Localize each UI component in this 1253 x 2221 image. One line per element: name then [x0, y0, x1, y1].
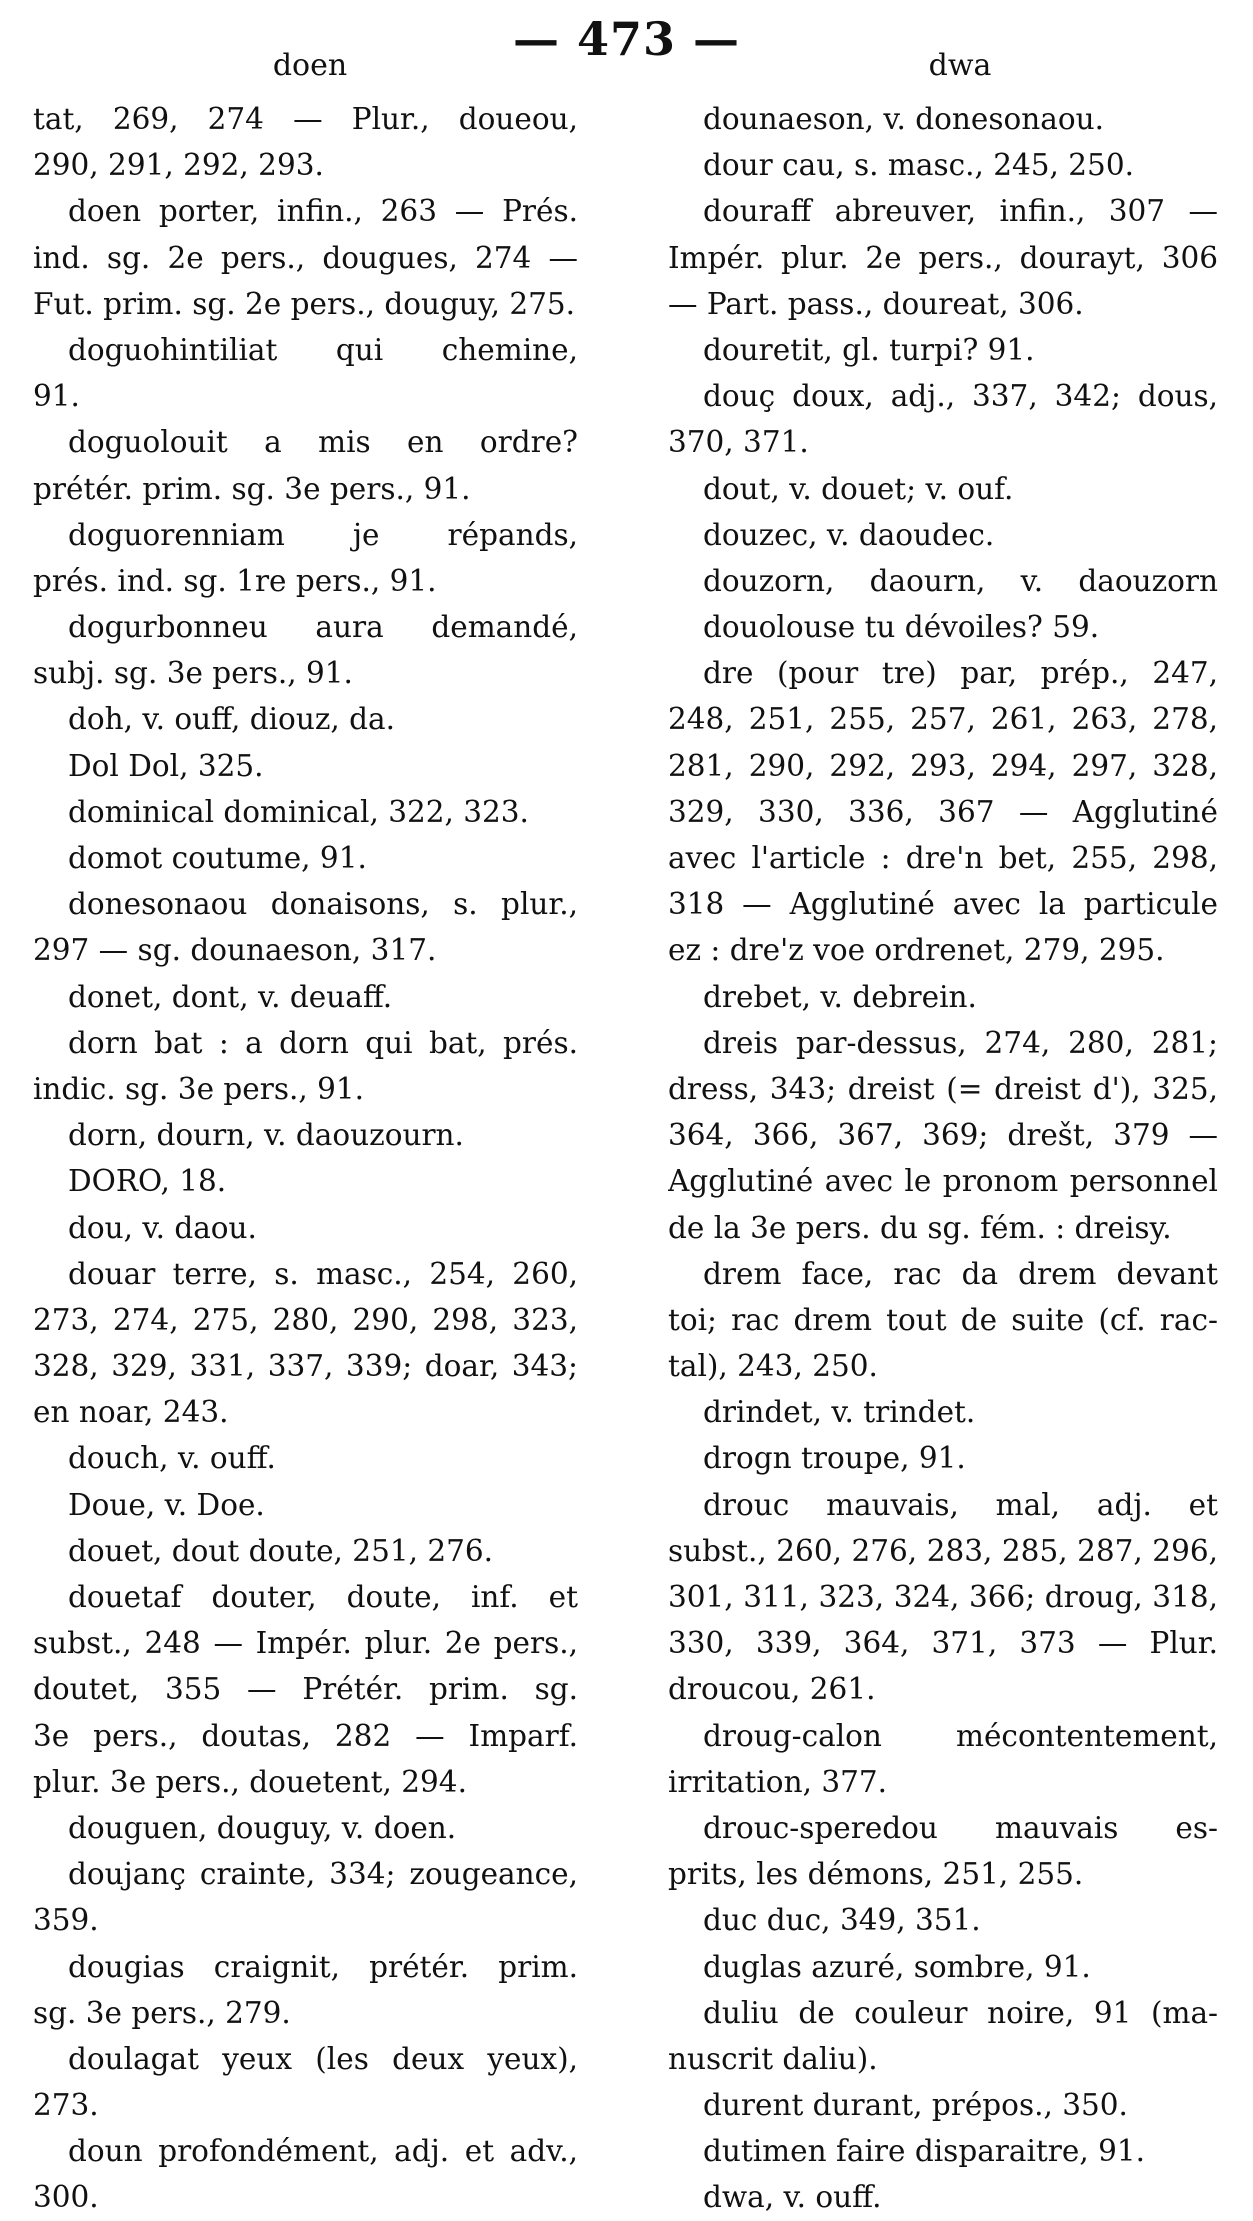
entry-line: 329, 330, 336, 367 — Agglutiné [668, 794, 1218, 829]
entry-line: dress, 343; dreist (= dreist d'), 325, [668, 1071, 1218, 1106]
entry-line: DORO, 18. [68, 1164, 227, 1199]
entry-line: doutet, 355 — Prétér. prim. sg. [33, 1672, 578, 1707]
entry-line: donet, dont, v. deuaff. [68, 979, 393, 1014]
entry-line: douzec, v. daoudec. [703, 517, 995, 552]
entry-line: dominical dominical, 322, 323. [68, 794, 529, 829]
entry-line: 273, 274, 275, 280, 290, 298, 323, [33, 1302, 578, 1337]
entry-line: durent durant, prépos., 350. [703, 2088, 1128, 2123]
entry-line: dogurbonneu aura demandé, [68, 610, 578, 645]
entry-line: 364, 366, 367, 369; drešt, 379 — [668, 1118, 1218, 1153]
entry-line: domot coutume, 91. [68, 841, 367, 875]
right-column [668, 96, 1218, 2221]
entry-line: avec l'article : dre'n bet, 255, 298, [668, 841, 1218, 875]
entry-line: dre (pour tre) par, prép., 247, [703, 656, 1218, 691]
entry-line: en noar, 243. [33, 1395, 229, 1430]
entry-line: 248, 251, 255, 257, 261, 263, 278, [668, 702, 1218, 737]
entry-line: doguohintiliat qui chemine, [68, 332, 578, 367]
entry-line: toi; rac drem tout de suite (cf. rac- [668, 1302, 1218, 1337]
entry-line: dout, v. douet; v. ouf. [703, 471, 1014, 506]
entry-line: doguorenniam je répands, [68, 517, 578, 552]
entry-line: subst., 248 — Impér. plur. 2e pers., [33, 1626, 578, 1661]
page-number: — 473 — [512, 12, 741, 66]
entry-line: dounaeson, v. donesonaou. [703, 102, 1104, 136]
entry-line: subst., 260, 276, 283, 285, 287, 296, [668, 1533, 1218, 1568]
entry-line: droucou, 261. [668, 1672, 876, 1707]
entry-line: doulagat yeux (les deux yeux), [68, 2041, 578, 2076]
running-head-right: dwa [928, 48, 992, 83]
entry-line: drindet, v. trindet. [703, 1395, 976, 1430]
entry-line: tal), 243, 250. [668, 1349, 878, 1384]
entry-line: 91. [33, 379, 80, 414]
entry-line: douguen, douguy, v. doen. [68, 1810, 457, 1845]
entry-line: 297 — sg. dounaeson, 317. [33, 933, 437, 968]
entry-line: doujanç crainte, 334; zougeance, [68, 1857, 578, 1892]
entry-line: drebet, v. debrein. [703, 979, 977, 1014]
entry-line: douolouse tu dévoiles? 59. [703, 610, 1100, 645]
entry-line: douar terre, s. masc., 254, 260, [68, 1256, 578, 1291]
entry-line: indic. sg. 3e pers., 91. [33, 1071, 365, 1106]
entry-line: ind. sg. 2e pers., dougues, 274 — [33, 240, 578, 275]
entry-line: 273. [33, 2088, 99, 2123]
entry-line: douetaf douter, doute, inf. et [68, 1580, 578, 1614]
entry-line: 3e pers., doutas, 282 — Imparf. [33, 1718, 578, 1753]
entry-line: irritation, 377. [668, 1764, 888, 1799]
entry-line: plur. 3e pers., douetent, 294. [33, 1764, 467, 1799]
entry-line: Fut. prim. sg. 2e pers., douguy, 275. [33, 286, 576, 321]
entry-line: 290, 291, 292, 293. [33, 148, 324, 183]
entry-line: nuscrit daliu). [668, 2041, 878, 2076]
entry-line: douç doux, adj., 337, 342; dous, [703, 379, 1218, 414]
entry-line: 300. [33, 2180, 99, 2215]
entry-line: duc duc, 349, 351. [703, 1903, 981, 1938]
entry-line: duglas azuré, sombre, 91. [703, 1949, 1091, 1984]
entry-line: ez : dre'z voe ordrenet, 279, 295. [668, 933, 1165, 968]
entry-line: douch, v. ouff. [68, 1441, 276, 1476]
entry-line: doun profondément, adj. et adv., [68, 2134, 578, 2169]
entry-line: drouc mauvais, mal, adj. et [703, 1487, 1218, 1522]
entry-line: douraff abreuver, infin., 307 — [703, 194, 1218, 229]
entry-line: drogn troupe, 91. [703, 1441, 966, 1476]
entry-line: dorn bat : a dorn qui bat, prés. [68, 1025, 578, 1060]
entry-line: droug-calon mécontentement, [703, 1718, 1218, 1753]
entry-line: 301, 311, 323, 324, 366; droug, 318, [668, 1580, 1218, 1614]
left-column [33, 96, 578, 2221]
entry-line: dour cau, s. masc., 245, 250. [703, 148, 1134, 183]
entry-line: donesonaou donaisons, s. plur., [68, 887, 578, 922]
entry-line: 318 — Agglutiné avec la particule [668, 887, 1218, 922]
entry-line: dougias craignit, prétér. prim. [68, 1949, 578, 1984]
entry-line: douet, dout doute, 251, 276. [68, 1533, 494, 1568]
entry-line: doguolouit a mis en ordre? [68, 425, 578, 460]
running-head-left: doen [272, 48, 348, 83]
entry-line: dutimen faire disparaitre, 91. [703, 2134, 1145, 2169]
entry-line: Doue, v. Doe. [68, 1487, 265, 1522]
entry-line: sg. 3e pers., 279. [33, 1995, 291, 2030]
entry-line: prits, les démons, 251, 255. [668, 1857, 1084, 1892]
entry-line: drouc-speredou mauvais es- [703, 1810, 1218, 1845]
entry-line: tat, 269, 274 — Plur., doueou, [33, 102, 578, 136]
entry-line: 281, 290, 292, 293, 294, 297, 328, [668, 748, 1218, 783]
entry-line: de la 3e pers. du sg. fém. : dreisy. [668, 1210, 1172, 1245]
entry-line: prés. ind. sg. 1re pers., 91. [33, 563, 437, 598]
entry-line: 370, 371. [668, 425, 809, 460]
entry-line: dwa, v. ouff. [703, 2180, 882, 2215]
entry-line: dreis par-dessus, 274, 280, 281; [703, 1025, 1218, 1060]
entry-line: 328, 329, 331, 337, 339; doar, 343; [33, 1349, 578, 1384]
entry-line: 330, 339, 364, 371, 373 — Plur. [668, 1626, 1218, 1661]
entry-line: subj. sg. 3e pers., 91. [33, 656, 353, 691]
entry-line: dorn, dourn, v. daouzourn. [68, 1118, 464, 1153]
entry-line: douzorn, daourn, v. daouzorn [703, 563, 1218, 598]
entry-line: douretit, gl. turpi? 91. [703, 332, 1035, 367]
entry-line: — Part. pass., doureat, 306. [668, 286, 1084, 321]
entry-line: duliu de couleur noire, 91 (ma- [703, 1995, 1218, 2030]
entry-line: dou, v. daou. [68, 1210, 257, 1245]
entry-line: doh, v. ouff, diouz, da. [68, 702, 395, 737]
entry-line: Impér. plur. 2e pers., dourayt, 306 [668, 240, 1218, 275]
entry-line: Agglutiné avec le pronom personnel [668, 1164, 1218, 1199]
entry-line: 359. [33, 1903, 99, 1938]
entry-line: prétér. prim. sg. 3e pers., 91. [33, 471, 471, 506]
entry-line: drem face, rac da drem devant [703, 1256, 1218, 1291]
entry-line: doen porter, infin., 263 — Prés. [68, 194, 578, 229]
entry-line: Dol Dol, 325. [68, 748, 264, 783]
